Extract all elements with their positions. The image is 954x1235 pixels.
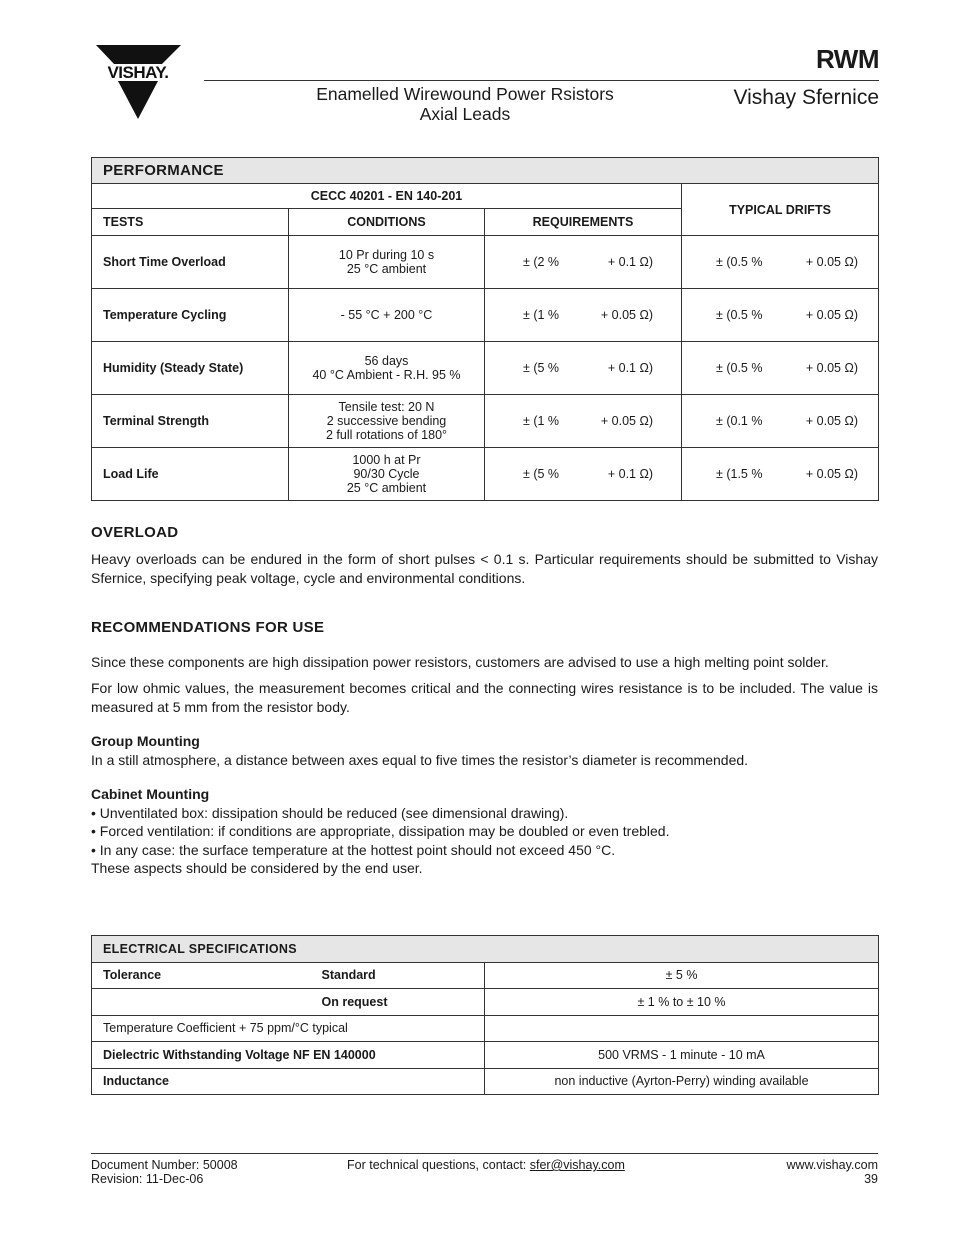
test-requirement: ± (1 % + 0.05 Ω) (485, 289, 682, 342)
test-requirement: ± (5 % + 0.1 Ω) (485, 448, 682, 501)
test-conditions: 10 Pr during 10 s 25 °C ambient (289, 236, 485, 289)
contact-email-link[interactable]: sfer@vishay.com (529, 1158, 625, 1172)
revision: Revision: 11-Dec-06 (91, 1172, 204, 1186)
overload-title: OVERLOAD (91, 524, 179, 541)
test-name: Humidity (Steady State) (92, 342, 289, 395)
tests-header: TESTS (92, 209, 289, 236)
header-rule (204, 80, 879, 81)
company-name: Vishay Sfernice (733, 86, 879, 109)
drifts-header: TYPICAL DRIFTS (682, 184, 879, 236)
request-label: On request (322, 989, 485, 1016)
tempco-value (485, 1015, 879, 1042)
table-row (92, 962, 879, 989)
contact-prefix: For technical questions, contact: (347, 1158, 530, 1172)
test-requirement: ± (5 % + 0.1 Ω) (485, 342, 682, 395)
test-drift: ± (0.5 % + 0.05 Ω) (682, 289, 879, 342)
list-item: • Forced ventilation: if conditions are appropriate, dissipation may be doubled or even trebled. (91, 823, 670, 839)
test-conditions: 56 days 40 °C Ambient - R.H. 95 % (289, 342, 485, 395)
test-name: Load Life (92, 448, 289, 501)
table-row (92, 236, 879, 289)
test-drift: ± (1.5 % + 0.05 Ω) (682, 448, 879, 501)
test-drift: ± (0.5 % + 0.05 Ω) (682, 342, 879, 395)
table-row (92, 989, 879, 1016)
product-code: RWM (815, 44, 879, 74)
cabinet-mounting-block (91, 785, 878, 878)
request-value: ± 1 % to ± 10 % (485, 989, 879, 1016)
website-link[interactable]: www.vishay.com (786, 1158, 878, 1172)
table-row (92, 1068, 879, 1095)
dielectric-value: 500 VRMS - 1 minute - 10 mA (485, 1042, 879, 1069)
table-row (92, 1042, 879, 1069)
test-conditions: - 55 °C + 200 °C (289, 289, 485, 342)
group-mounting-title: Group Mounting (91, 733, 200, 749)
group-mounting-text: In a still atmosphere, a distance between axes equal to five times the resistor’s diameter is recommended. (91, 751, 749, 768)
recommendation-paragraph-2: For low ohmic values, the measurement becomes critical and the connecting wires resistance is to be included. The value is measured at 5 mm from the resistor body. (91, 680, 878, 715)
table-row (92, 289, 879, 342)
recommendation-paragraph-1: Since these components are high dissipation power resistors, customers are advised to use a high melting point solder. (91, 654, 829, 670)
test-requirement: ± (2 % + 0.1 Ω) (485, 236, 682, 289)
table-row (92, 342, 879, 395)
subtitle-line-1: Enamelled Wirewound Power Rsistors (316, 84, 614, 104)
document-subtitle (300, 84, 630, 124)
performance-table (91, 157, 879, 501)
test-name: Temperature Cycling (92, 289, 289, 342)
document-number: Document Number: 50008 (91, 1158, 238, 1172)
table-row (92, 395, 879, 448)
list-item: • Unventilated box: dissipation should be reduced (see dimensional drawing). (91, 804, 569, 821)
test-conditions: Tensile test: 20 N 2 successive bending 2 full rotations of 180° (289, 395, 485, 448)
dielectric-label: Dielectric Withstanding Voltage NF EN 140000 (92, 1042, 485, 1069)
table-row (92, 448, 879, 501)
electrical-title: ELECTRICAL SPECIFICATIONS (92, 936, 879, 963)
cabinet-mounting-title: Cabinet Mounting (91, 786, 210, 802)
vishay-logo (92, 44, 184, 120)
tempco-label: Temperature Coefficient + 75 ppm/°C typical (92, 1015, 485, 1042)
overload-text: Heavy overloads can be endured in the form of short pulses < 0.1 s. Particular requirements should be submitted to Vishay Sfernice, specifying peak voltage, cycle and environmental conditions. (91, 551, 878, 586)
standard-value: ± 5 % (485, 962, 879, 989)
test-conditions: 1000 h at Pr 90/30 Cycle 25 °C ambient (289, 448, 485, 501)
test-name: Short Time Overload (92, 236, 289, 289)
standard-header: CECC 40201 - EN 140-201 (92, 184, 682, 209)
footer-site-info (787, 1158, 878, 1186)
test-drift: ± (0.5 % + 0.05 Ω) (682, 236, 879, 289)
inductance-value: non inductive (Ayrton-Perry) winding available (485, 1068, 879, 1095)
footer-contact (347, 1158, 625, 1172)
conditions-header: CONDITIONS (289, 209, 485, 236)
table-row (92, 1015, 879, 1042)
recommendations-title: RECOMMENDATIONS FOR USE (91, 619, 325, 636)
electrical-specs-table (91, 935, 879, 1095)
test-name: Terminal Strength (92, 395, 289, 448)
test-drift: ± (0.1 % + 0.05 Ω) (682, 395, 879, 448)
page-number: 39 (864, 1172, 878, 1186)
group-mounting-block (91, 732, 878, 769)
inductance-label: Inductance (92, 1068, 485, 1095)
svg-text:VISHAY.: VISHAY. (107, 63, 169, 82)
footer-document-info (91, 1158, 238, 1186)
subtitle-line-2: Axial Leads (419, 104, 511, 124)
test-requirement: ± (1 % + 0.05 Ω) (485, 395, 682, 448)
closing-text: These aspects should be considered by the end user. (91, 860, 423, 876)
footer-rule (91, 1153, 878, 1154)
tolerance-label: Tolerance (92, 962, 322, 989)
list-item: • In any case: the surface temperature at the hottest point should not exceed 450 °C. (91, 841, 616, 858)
standard-label: Standard (322, 962, 485, 989)
performance-title: PERFORMANCE (92, 158, 879, 184)
requirements-header: REQUIREMENTS (485, 209, 682, 236)
